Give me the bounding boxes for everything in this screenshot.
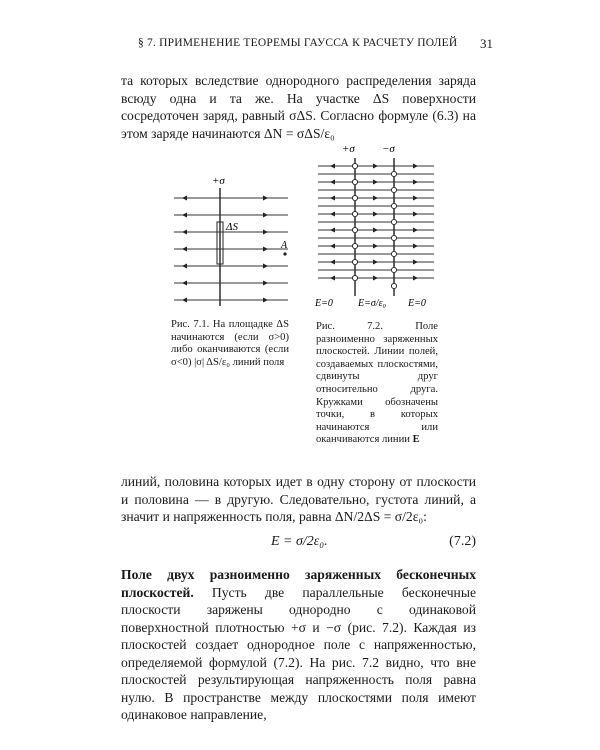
section-heading: Поле двух разноименно заряженных бесконечных плоскостей. [121, 567, 476, 600]
fig2-circle-p5 [352, 227, 357, 232]
paragraph-3-body: Пусть две параллельные бесконечные плоскости заряжены однородно с одинаковой поверхностной плотностью +σ и −σ (рис. 7.2). Каждая из плоскостей создает однородное поле с напряженностью, определяемой формулой (7.2). На рис. 7.2 видно, что вне плоскостей результирующая напряженность поля равна нулю. В пространстве между плоскостями поля имеют одинаковое направление, [121, 584, 476, 722]
page-number: 31 [480, 36, 493, 51]
fig2-circle-p6 [352, 243, 357, 248]
fig2-arrow-2 [373, 164, 378, 169]
figure-7-1-caption: Рис. 7.1. На площадке ΔS начинаются (если σ>0) либо оканчиваются (если σ<0) |σ| ΔS/ε₀ линий поля [171, 319, 289, 368]
fig2-arrow-3 [413, 164, 418, 169]
fig2-right-field-label: E=0 [408, 298, 426, 309]
fig2-circle-n6 [391, 251, 396, 256]
fig2-arrow-20 [373, 260, 378, 265]
equation-number: (7.2) [449, 534, 476, 549]
fig1-arrow-r4 [263, 247, 268, 252]
fig2-arrow-23 [373, 276, 378, 281]
fig2-arrow-16 [330, 244, 335, 249]
fig2-arrow-6 [413, 180, 418, 185]
fig2-circle-n3 [391, 203, 396, 208]
fig2-arrow-10 [330, 212, 335, 217]
fig2-circle-n5 [391, 235, 396, 240]
fig2-arrow-22 [330, 276, 335, 281]
fig1-arrow-l2 [182, 213, 187, 218]
fig1-arrow-r6 [263, 281, 268, 286]
fig2-circle-p1 [352, 163, 357, 168]
figure-7-1 [168, 172, 296, 314]
figure-7-2-caption-symbol: E [412, 434, 420, 446]
fig2-middle-field-label: E=σ/ε₀ [358, 298, 386, 309]
fig1-A-label: A [281, 240, 288, 251]
fig1-arrow-l1 [182, 196, 187, 201]
fig2-arrow-1 [330, 164, 335, 169]
fig2-minus-sigma-label: −σ [382, 143, 395, 155]
equation-formula: E = σ/2ε₀. [271, 534, 328, 549]
fig2-circle-n4 [391, 219, 396, 224]
fig1-arrow-l6 [182, 281, 187, 286]
fig2-circle-n7 [391, 267, 396, 272]
fig2-arrow-8 [373, 196, 378, 201]
fig2-arrow-4 [330, 180, 335, 185]
paragraph-2: линий, половина которых идет в одну сторону от плоскости и половина — в другую. Следовательно, густота линий, а значит и напряженность поля, равна ΔN/2ΔS = σ/2ε₀: [121, 474, 476, 524]
fig2-circle-p7 [352, 259, 357, 264]
fig2-circle-p3 [352, 195, 357, 200]
fig2-circle-n1 [391, 171, 396, 176]
fig2-circle-n8 [391, 283, 396, 288]
fig2-circle-n2 [391, 187, 396, 192]
running-head: § 7. ПРИМЕНЕНИЕ ТЕОРЕМЫ ГАУССА К РАСЧЕТУ ПОЛЕЙ [138, 37, 458, 49]
fig1-arrow-l3 [182, 230, 187, 235]
figure-7-2 [310, 140, 445, 310]
fig2-arrow-17 [373, 244, 378, 249]
fig2-arrow-14 [373, 228, 378, 233]
fig1-arrow-r7 [263, 298, 268, 303]
fig2-arrow-11 [373, 212, 378, 217]
fig2-arrow-24 [413, 276, 418, 281]
fig1-arrow-r2 [263, 213, 268, 218]
fig2-arrow-19 [330, 260, 335, 265]
fig1-arrow-l4 [182, 247, 187, 252]
fig2-arrow-12 [413, 212, 418, 217]
fig2-arrow-13 [330, 228, 335, 233]
fig2-left-field-label: E=0 [315, 298, 333, 309]
fig1-dS-label: ΔS [226, 221, 238, 233]
fig2-arrow-21 [413, 260, 418, 265]
paragraph-3 [121, 566, 476, 724]
fig1-arrow-r3 [263, 230, 268, 235]
paragraph-1: та которых вследствие однородного распределения заряда всюду одна и та же. На участке ΔS поверхности сосредоточен заряд, равный σΔS. Согласно формуле (6.3) на этом заряде начинаются ΔN = σΔS/ε₀ [121, 73, 476, 141]
fig2-circle-p4 [352, 211, 357, 216]
figure-7-2-caption-text: Рис. 7.2. Поле разноименно заряженных плоскостей. Линии полей, создаваемых плоскостями, сдвинуты друг относительно друга. Кружками обозначены точки, в которых начинаются или оканчиваются линии [316, 321, 438, 446]
figure-7-2-caption [316, 321, 438, 447]
fig1-arrow-r5 [263, 264, 268, 269]
fig2-plus-sigma-label: +σ [342, 143, 355, 155]
fig1-sigma-label: +σ [212, 175, 225, 187]
fig2-circle-p2 [352, 179, 357, 184]
fig2-arrow-5 [373, 180, 378, 185]
fig2-arrow-9 [413, 196, 418, 201]
fig1-field-lines [174, 198, 288, 300]
fig2-arrow-18 [413, 244, 418, 249]
fig1-point-A [283, 252, 286, 255]
fig1-arrow-r1 [263, 196, 268, 201]
fig2-arrow-7 [330, 196, 335, 201]
fig1-arrow-l5 [182, 264, 187, 269]
fig2-arrow-15 [413, 228, 418, 233]
fig2-circle-p8 [352, 275, 357, 280]
fig1-arrow-l7 [182, 298, 187, 303]
